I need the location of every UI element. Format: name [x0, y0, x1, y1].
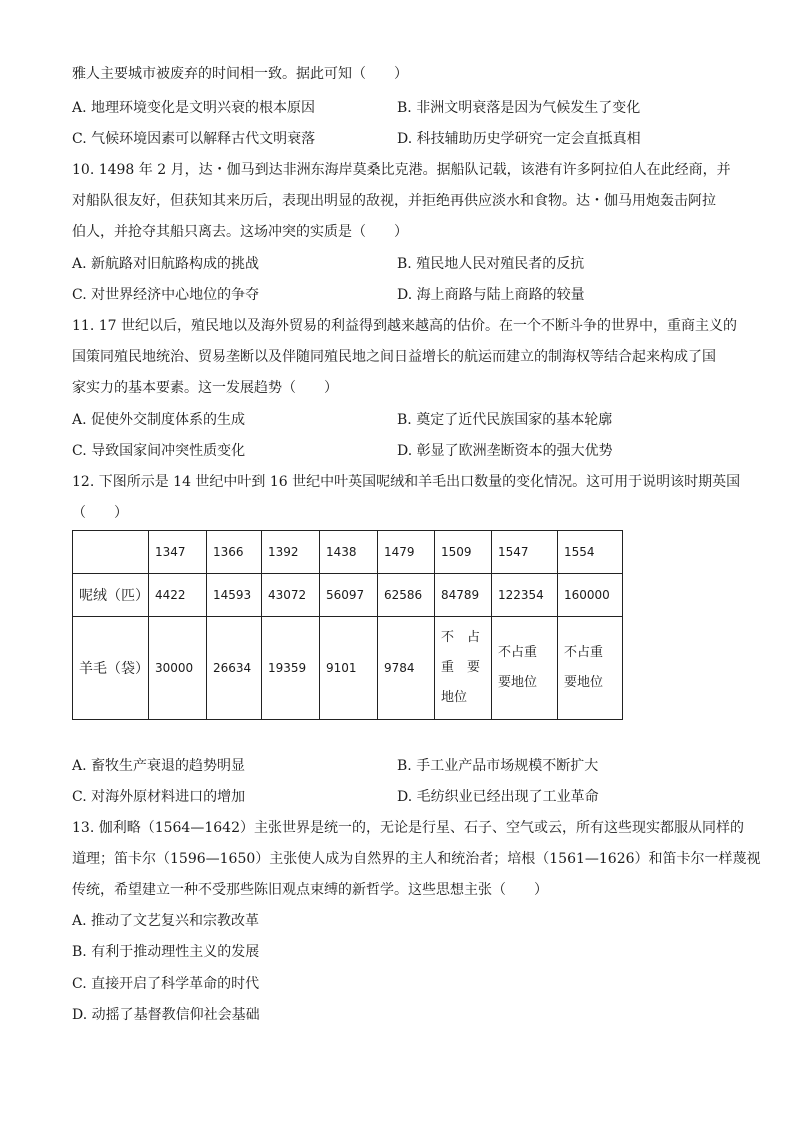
year-cell: 1554 [558, 531, 623, 574]
q11-stem-line-3: 家实力的基本要素。这一发展趋势（ ） [72, 380, 338, 396]
year-cell: 1509 [435, 531, 492, 574]
year-cell: 1438 [320, 531, 378, 574]
q13-option-b: B. 有利于推动理性主义的发展 [72, 944, 260, 960]
wool-1554-line: 要地位 [564, 675, 604, 690]
cloth-cell: 84789 [435, 574, 492, 617]
cloth-cell: 4422 [149, 574, 207, 617]
cloth-cell: 122354 [492, 574, 558, 617]
cloth-cell: 14593 [207, 574, 262, 617]
wool-1509-line: 不 占 [441, 630, 481, 645]
cloth-cell: 160000 [558, 574, 623, 617]
q11-option-a: A. 促使外交制度体系的生成 [72, 412, 246, 428]
year-cell: 1366 [207, 531, 262, 574]
year-cell: 1547 [492, 531, 558, 574]
q13-option-d: D. 动摇了基督教信仰社会基础 [72, 1007, 260, 1023]
wool-cell: 9784 [378, 617, 435, 720]
q9-stem-tail: 雅人主要城市被废弃的时间相一致。据此可知（ ） [72, 66, 408, 82]
q12-option-b: B. 手工业产品市场规模不断扩大 [397, 758, 599, 774]
cloth-cell: 62586 [378, 574, 435, 617]
wool-row-label: 羊毛（袋） [73, 617, 149, 720]
q10-option-a: A. 新航路对旧航路构成的挑战 [72, 256, 260, 272]
q11-option-b: B. 奠定了近代民族国家的基本轮廓 [397, 412, 613, 428]
wool-1509-line: 重 要 [441, 660, 481, 675]
q9-option-a: A. 地理环境变化是文明兴衰的根本原因 [72, 100, 316, 116]
q11-stem-line-1: 11. 17 世纪以后，殖民地以及海外贸易的利益得到越来越高的估价。在一个不断斗争的世界中，重商主义的 [72, 318, 737, 334]
year-cell: 1392 [262, 531, 320, 574]
wool-cell: 26634 [207, 617, 262, 720]
cloth-cell: 56097 [320, 574, 378, 617]
q13-stem-line-1: 13. 伽利略（1564—1642）主张世界是统一的，无论是行星、石子、空气或云，所有这些现实都服从同样的 [72, 820, 744, 836]
wool-cell: 9101 [320, 617, 378, 720]
table-corner-cell [73, 531, 149, 574]
q9-option-c: C. 气候环境因素可以解释古代文明衰落 [72, 131, 316, 147]
wool-1509-line: 地位 [441, 690, 468, 705]
q11-stem-line-2: 国策同殖民地统治、贸易垄断以及伴随同殖民地之间日益增长的航运而建立的制海权等结合起来构成了国 [72, 349, 716, 365]
q10-option-d: D. 海上商路与陆上商路的较量 [397, 287, 585, 303]
year-cell: 1347 [149, 531, 207, 574]
q10-option-b: B. 殖民地人民对殖民者的反抗 [397, 256, 585, 272]
q11-option-d: D. 彰显了欧洲垄断资本的强大优势 [397, 443, 613, 459]
q10-stem-line-2: 对船队很友好，但获知其来历后，表现出明显的敌视，并拒绝再供应淡水和食物。达・伽马用炮轰击阿拉 [72, 193, 716, 209]
wool-1554-line: 不占重 [564, 645, 604, 660]
q13-option-a: A. 推动了文艺复兴和宗教改革 [72, 913, 260, 929]
wool-cell: 19359 [262, 617, 320, 720]
table-row-years [73, 531, 623, 574]
wool-cell-1509 [435, 617, 492, 720]
q10-option-c: C. 对世界经济中心地位的争夺 [72, 287, 260, 303]
q10-stem-line-3: 伯人，并抢夺其船只离去。这场冲突的实质是（ ） [72, 224, 408, 240]
table-row-wool [73, 617, 623, 720]
q12-option-c: C. 对海外原材料进口的增加 [72, 789, 246, 805]
q9-option-d: D. 科技辅助历史学研究一定会直抵真相 [397, 131, 641, 147]
wool-1547-line: 要地位 [498, 675, 538, 690]
q12-stem-line-2: （ ） [72, 505, 128, 521]
q12-option-a: A. 畜牧生产衰退的趋势明显 [72, 758, 246, 774]
wool-1547-line: 不占重 [498, 645, 538, 660]
q11-option-c: C. 导致国家间冲突性质变化 [72, 443, 246, 459]
q10-stem-line-1: 10. 1498 年 2 月，达・伽马到达非洲东海岸莫桑比克港。据船队记载，该港有许多阿拉伯人在此经商，并 [72, 162, 731, 178]
wool-cell-1547 [492, 617, 558, 720]
wool-cell-1554 [558, 617, 623, 720]
q13-stem-line-3: 传统，希望建立一种不受那些陈旧观点束缚的新哲学。这些思想主张（ ） [72, 882, 548, 898]
table-row-cloth [73, 574, 623, 617]
q13-stem-line-2: 道理；笛卡尔（1596—1650）主张使人成为自然界的主人和统治者；培根（1561—1626）和笛卡尔一样蔑视 [72, 851, 761, 867]
export-table [72, 530, 623, 720]
q13-option-c: C. 直接开启了科学革命的时代 [72, 976, 260, 992]
cloth-cell: 43072 [262, 574, 320, 617]
q12-option-d: D. 毛纺织业已经出现了工业革命 [397, 789, 599, 805]
year-cell: 1479 [378, 531, 435, 574]
q12-stem-line-1: 12. 下图所示是 14 世纪中叶到 16 世纪中叶英国呢绒和羊毛出口数量的变化情况。这可用于说明该时期英国 [72, 474, 741, 490]
q9-option-b: B. 非洲文明衰落是因为气候发生了变化 [397, 100, 641, 116]
cloth-row-label: 呢绒（匹） [73, 574, 149, 617]
wool-cell: 30000 [149, 617, 207, 720]
